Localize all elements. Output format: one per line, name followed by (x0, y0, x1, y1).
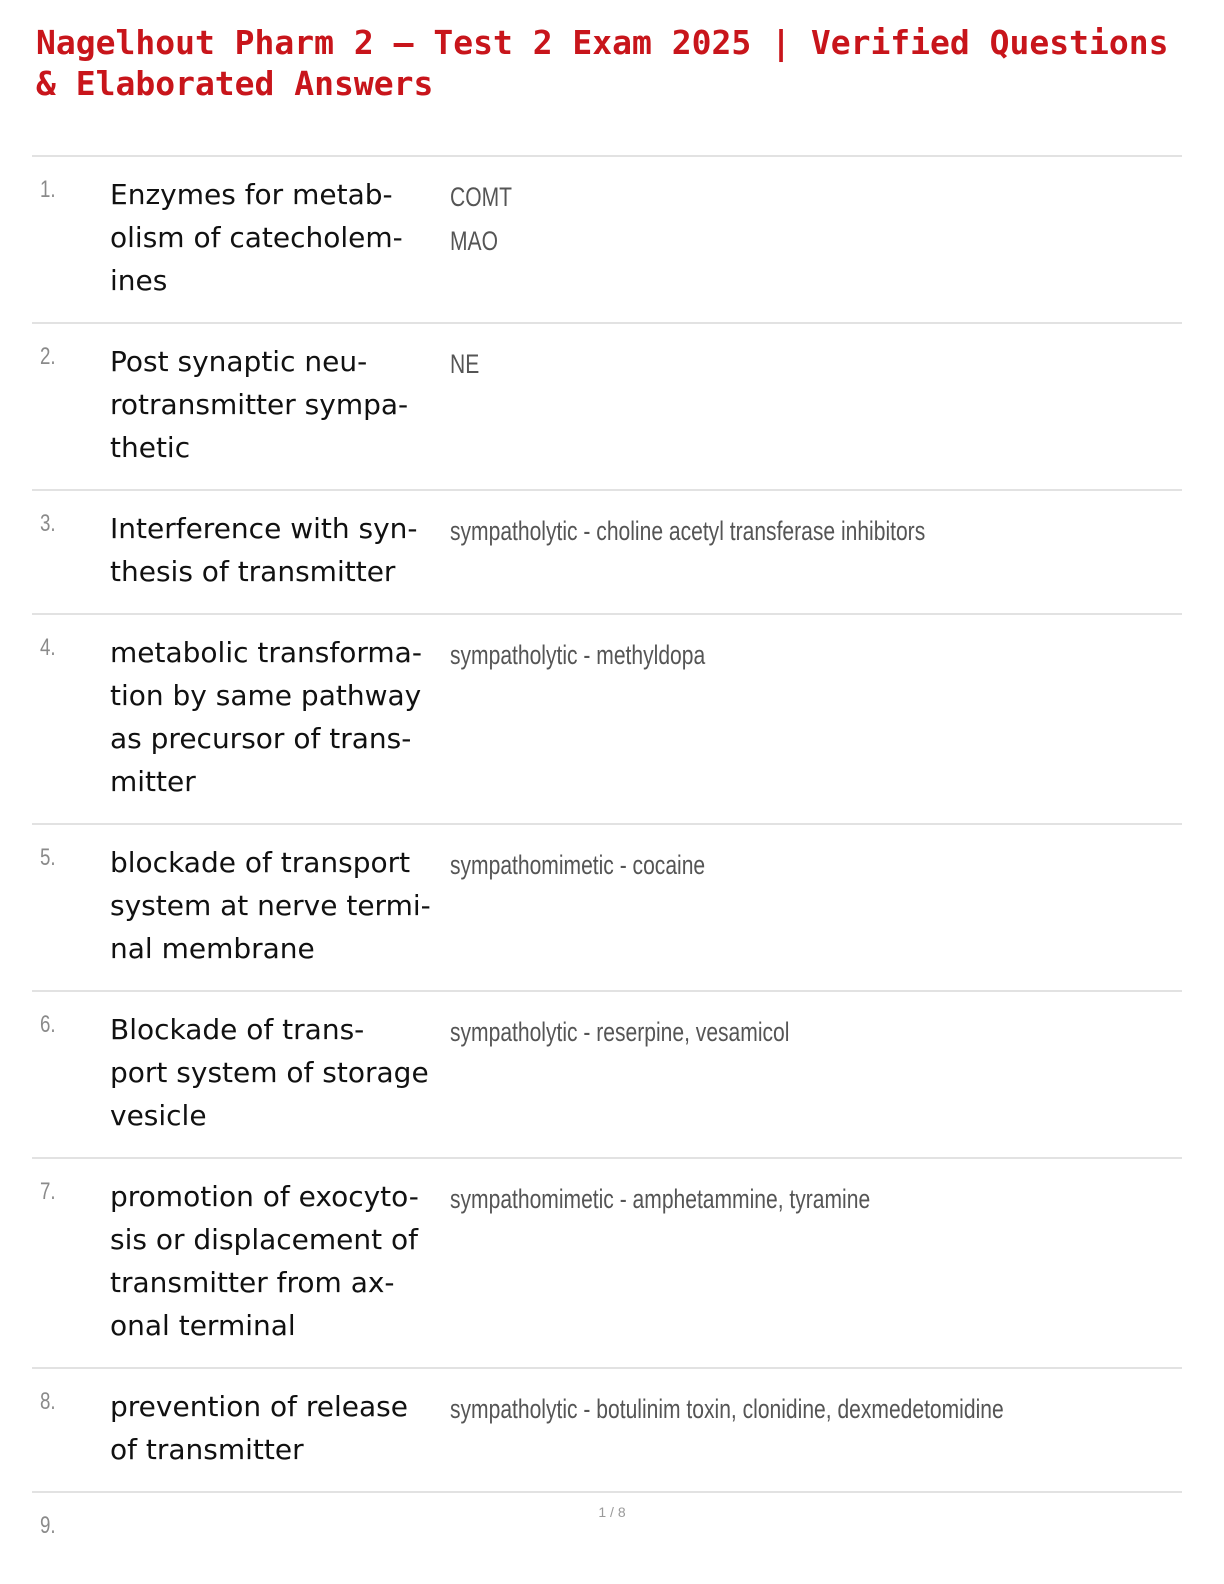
item-number: 6. (40, 1011, 56, 1038)
flashcard-item (32, 491, 1182, 615)
answer-definition: sympatholytic - reserpine, vesamicol (450, 1017, 790, 1047)
answer-definition: COMT MAO (450, 182, 512, 256)
item-number: 4. (40, 634, 56, 661)
flashcard-list (32, 155, 1182, 1563)
answer-definition: NE (450, 349, 480, 379)
question-term: Interference with syn- thesis of transmitter (110, 512, 418, 588)
flashcard-item (32, 1369, 1182, 1493)
item-number: 3. (40, 510, 56, 537)
flashcard-item (32, 324, 1182, 491)
question-term: promotion of exocyto- sis or displacement of transmitter from ax- onal terminal (110, 1180, 419, 1342)
answer-definition: sympatholytic - choline acetyl transferase inhibitors (450, 516, 926, 546)
flashcard-item (32, 992, 1182, 1159)
question-term: Post synaptic neu- rotransmitter sympa- thetic (110, 345, 409, 464)
question-term: prevention of release of transmitter (110, 1390, 408, 1466)
question-term: Enzymes for metab- olism of catecholem- ines (110, 178, 403, 297)
page-title: Nagelhout Pharm 2 – Test 2 Exam 2025 | Verified Questions & Elaborated Answers (36, 23, 1169, 103)
answer-definition: sympathomimetic - cocaine (450, 850, 706, 880)
question-term: metabolic transforma- tion by same pathway as precursor of trans- mitter (110, 636, 422, 798)
flashcard-item (32, 157, 1182, 324)
answer-definition: sympatholytic - methyldopa (450, 640, 706, 670)
item-number: 7. (40, 1178, 56, 1205)
item-number: 8. (40, 1388, 56, 1415)
item-number: 5. (40, 844, 56, 871)
item-number: 9. (40, 1512, 56, 1539)
flashcard-item (32, 1159, 1182, 1369)
flashcard-item (32, 825, 1182, 992)
answer-definition: sympatholytic - botulinim toxin, clonidine, dexmedetomidine (450, 1394, 1004, 1424)
item-number: 2. (40, 343, 56, 370)
answer-definition: sympathomimetic - amphetammine, tyramine (450, 1184, 871, 1214)
question-term: Blockade of trans- port system of storage vesicle (110, 1013, 429, 1132)
question-term: blockade of transport system at nerve termi- nal membrane (110, 846, 431, 965)
page-number: 1 / 8 (598, 1504, 626, 1520)
flashcard-item (32, 615, 1182, 825)
item-number: 1. (40, 176, 56, 203)
